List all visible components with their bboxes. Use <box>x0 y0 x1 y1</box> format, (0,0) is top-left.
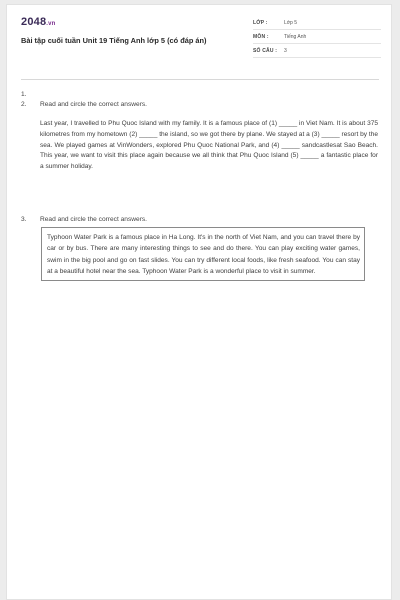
meta-value-class: Lớp 5 <box>284 20 298 26</box>
document-header <box>7 5 391 79</box>
question-3-passage-box <box>41 227 365 281</box>
question-1-number: 1. <box>21 91 27 98</box>
question-2-passage: Last year, I travelled to Phu Quoc Island with my family. It is a famous place of (1) _____ in Viet Nam. It is about 375 kilometres from my hometown (2) _____ the island, so we got there by plane. We stayed at a (3) _____ resort by the sea. We played games at VinWonders, explored Phu Quoc National Park, and (4) _____ sandcastlesat Sao Beach. This year, we want to visit this place again because we all think that Phu Quoc Island (5) _____ a fantastic place for a summer holiday. <box>40 120 378 171</box>
document-page <box>6 4 392 600</box>
meta-key-subject: MÔN : <box>253 34 269 40</box>
document-title: Bài tập cuối tuần Unit 19 Tiếng Anh lớp 5 (có đáp án) <box>21 36 207 45</box>
header-divider <box>21 79 379 80</box>
question-3-number: 3. <box>21 216 27 223</box>
question-3-passage: Typhoon Water Park is a famous place in Ha Long. It's in the north of Viet Nam, and you can travel there by car or by bus. There are many interesting things to see and do there. You can play exciting water games, swim in the big pool and go on fast slides. You can try different local foods, like fresh seafood. You can stay at a beautiful hotel near the sea. Typhoon Water Park is a wonderful place to visit in summer. <box>47 234 360 275</box>
meta-row-subject <box>253 31 381 44</box>
meta-value-subject: Tiếng Anh <box>284 34 307 40</box>
logo-text: 2048 <box>21 16 47 28</box>
meta-row-question-count <box>253 45 381 58</box>
question-2-instruction: Read and circle the correct answers. <box>40 101 148 108</box>
site-logo[interactable] <box>21 16 56 28</box>
question-3-instruction: Read and circle the correct answers. <box>40 216 148 223</box>
meta-row-class <box>253 17 381 30</box>
logo-suffix: .vn <box>46 21 56 27</box>
meta-value-question-count: 3 <box>284 48 287 54</box>
question-2-number: 2. <box>21 101 27 108</box>
meta-key-class: LỚP : <box>253 20 268 26</box>
meta-key-question-count: SỐ CÂU : <box>253 48 278 54</box>
